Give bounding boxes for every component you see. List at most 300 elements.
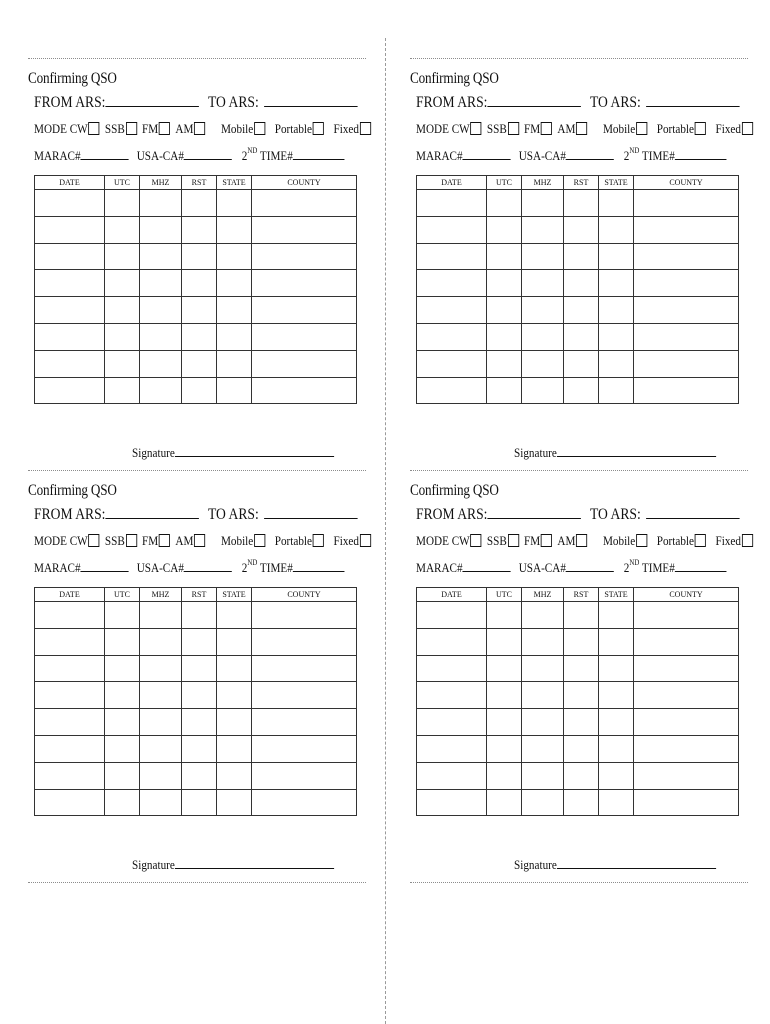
marac-line[interactable] (463, 148, 511, 160)
mode-option: SSB (105, 533, 142, 548)
table-cell[interactable] (634, 735, 739, 762)
table-cell[interactable] (417, 297, 487, 324)
table-cell[interactable] (599, 602, 634, 629)
table-cell[interactable] (564, 216, 599, 243)
table-row (417, 270, 739, 297)
table-cell[interactable] (182, 602, 217, 629)
table-cell[interactable] (522, 216, 564, 243)
table-cell[interactable] (522, 243, 564, 270)
table-cell[interactable] (522, 628, 564, 655)
table-cell[interactable] (182, 377, 217, 404)
ids-row (34, 558, 344, 576)
table-cell[interactable] (599, 350, 634, 377)
table-cell[interactable] (522, 709, 564, 736)
table-cell[interactable] (252, 655, 357, 682)
table-cell[interactable] (105, 297, 140, 324)
table-cell[interactable] (417, 682, 487, 709)
table-cell[interactable] (105, 350, 140, 377)
table-cell[interactable] (217, 190, 252, 217)
table-cell[interactable] (522, 682, 564, 709)
table-cell[interactable] (487, 216, 522, 243)
table-cell[interactable] (35, 602, 105, 629)
table-cell[interactable] (140, 377, 182, 404)
table-row (417, 709, 739, 736)
table-cell[interactable] (564, 377, 599, 404)
am-checkbox[interactable] (194, 534, 205, 547)
mobile-checkbox[interactable] (254, 122, 265, 135)
to-ars-field[interactable] (590, 92, 739, 112)
table-cell[interactable] (105, 602, 140, 629)
time-line[interactable] (675, 560, 727, 572)
table-cell[interactable] (634, 789, 739, 816)
table-row (35, 655, 357, 682)
table-cell[interactable] (35, 350, 105, 377)
mode-option: CW (70, 121, 105, 136)
to-ars-field[interactable] (208, 92, 357, 112)
table-cell[interactable] (634, 297, 739, 324)
table-row (35, 190, 357, 217)
table-cell[interactable] (217, 243, 252, 270)
table-cell[interactable] (634, 762, 739, 789)
from-ars-field[interactable] (416, 92, 581, 112)
signature-field[interactable] (514, 444, 716, 461)
table-cell[interactable] (252, 628, 357, 655)
table-cell[interactable] (140, 789, 182, 816)
ssb-checkbox[interactable] (508, 122, 519, 135)
column-header: UTC (105, 588, 140, 602)
table-cell[interactable] (417, 762, 487, 789)
table-cell[interactable] (417, 789, 487, 816)
table-cell[interactable] (487, 655, 522, 682)
table-cell[interactable] (252, 216, 357, 243)
table-cell[interactable] (487, 377, 522, 404)
table-cell[interactable] (105, 789, 140, 816)
table-cell[interactable] (182, 216, 217, 243)
table-cell[interactable] (599, 709, 634, 736)
portable-checkbox[interactable] (695, 122, 706, 135)
table-cell[interactable] (634, 655, 739, 682)
table-cell[interactable] (417, 377, 487, 404)
fixed-checkbox[interactable] (360, 122, 371, 135)
fixed-checkbox[interactable] (742, 534, 753, 547)
table-row (417, 323, 739, 350)
time-label: TIME# (641, 560, 675, 575)
table-row (417, 735, 739, 762)
cw-checkbox[interactable] (471, 122, 482, 135)
signature-field[interactable] (132, 856, 334, 873)
table-cell[interactable] (140, 655, 182, 682)
table-cell[interactable] (182, 350, 217, 377)
table-cell[interactable] (417, 655, 487, 682)
table-cell[interactable] (487, 323, 522, 350)
table-cell[interactable] (599, 270, 634, 297)
table-row (35, 735, 357, 762)
mode-row (416, 121, 758, 137)
table-cell[interactable] (35, 323, 105, 350)
time-line[interactable] (675, 148, 727, 160)
table-cell[interactable] (217, 789, 252, 816)
table-cell[interactable] (487, 735, 522, 762)
table-cell[interactable] (182, 323, 217, 350)
table-cell[interactable] (35, 270, 105, 297)
table-row (417, 762, 739, 789)
qso-card (410, 62, 755, 472)
usaca-label: USA-CA# (136, 560, 184, 575)
from-ars-line[interactable] (487, 504, 580, 519)
table-cell[interactable] (252, 602, 357, 629)
marac-label: MARAC# (34, 560, 81, 575)
table-cell[interactable] (217, 323, 252, 350)
mobile-checkbox[interactable] (254, 534, 265, 547)
table-cell[interactable] (105, 190, 140, 217)
table-cell[interactable] (599, 655, 634, 682)
table-cell[interactable] (634, 602, 739, 629)
signature-line[interactable] (175, 856, 334, 869)
table-header-row (417, 176, 739, 190)
table-cell[interactable] (599, 323, 634, 350)
table-cell[interactable] (217, 602, 252, 629)
table-cell[interactable] (564, 602, 599, 629)
table-cell[interactable] (634, 216, 739, 243)
table-cell[interactable] (35, 682, 105, 709)
table-cell[interactable] (487, 789, 522, 816)
table-cell[interactable] (417, 735, 487, 762)
table-cell[interactable] (599, 190, 634, 217)
table-cell[interactable] (105, 323, 140, 350)
ssb-checkbox[interactable] (508, 534, 519, 547)
table-cell[interactable] (140, 350, 182, 377)
table-cell[interactable] (564, 350, 599, 377)
to-ars-line[interactable] (264, 504, 358, 519)
table-cell[interactable] (599, 789, 634, 816)
to-ars-field[interactable] (590, 504, 739, 524)
mobile-checkbox[interactable] (636, 122, 647, 135)
ids-row (416, 146, 726, 164)
usaca-label: USA-CA# (518, 148, 566, 163)
table-cell[interactable] (417, 350, 487, 377)
table-cell[interactable] (522, 655, 564, 682)
ssb-checkbox[interactable] (126, 534, 137, 547)
table-cell[interactable] (252, 735, 357, 762)
table-cell[interactable] (417, 270, 487, 297)
from-ars-line[interactable] (105, 92, 199, 107)
table-cell[interactable] (417, 602, 487, 629)
table-cell[interactable] (522, 735, 564, 762)
table-cell[interactable] (217, 377, 252, 404)
second-label: 2 (623, 148, 630, 163)
to-ars-line[interactable] (646, 504, 740, 519)
fixed-checkbox[interactable] (360, 534, 371, 547)
table-cell[interactable] (182, 628, 217, 655)
table-row (35, 682, 357, 709)
cw-checkbox[interactable] (89, 534, 100, 547)
fixed-checkbox[interactable] (742, 122, 753, 135)
table-cell[interactable] (252, 270, 357, 297)
from-ars-field[interactable] (34, 504, 199, 524)
from-ars-field[interactable] (416, 504, 581, 524)
table-cell[interactable] (182, 682, 217, 709)
table-cell[interactable] (564, 709, 599, 736)
table-cell[interactable] (217, 709, 252, 736)
table-cell[interactable] (634, 628, 739, 655)
table-cell[interactable] (487, 709, 522, 736)
usaca-line[interactable] (184, 560, 232, 572)
table-cell[interactable] (182, 190, 217, 217)
table-cell[interactable] (140, 323, 182, 350)
portable-checkbox[interactable] (695, 534, 706, 547)
table-cell[interactable] (35, 709, 105, 736)
signature-field[interactable] (132, 444, 334, 461)
table-cell[interactable] (140, 628, 182, 655)
table-cell[interactable] (35, 190, 105, 217)
table-cell[interactable] (140, 709, 182, 736)
table-cell[interactable] (105, 628, 140, 655)
table-cell[interactable] (564, 655, 599, 682)
table-cell[interactable] (634, 350, 739, 377)
table-cell[interactable] (140, 602, 182, 629)
table-cell[interactable] (417, 243, 487, 270)
table-cell[interactable] (217, 762, 252, 789)
table-cell[interactable] (522, 270, 564, 297)
table-cell[interactable] (634, 270, 739, 297)
table-cell[interactable] (564, 297, 599, 324)
cw-checkbox[interactable] (471, 534, 482, 547)
to-ars-label: TO ARS: (590, 94, 641, 111)
table-cell[interactable] (252, 297, 357, 324)
table-cell[interactable] (599, 628, 634, 655)
table-cell[interactable] (252, 709, 357, 736)
table-cell[interactable] (564, 762, 599, 789)
table-cell[interactable] (417, 323, 487, 350)
table-cell[interactable] (140, 270, 182, 297)
table-cell[interactable] (487, 628, 522, 655)
am-checkbox[interactable] (576, 534, 587, 547)
usaca-line[interactable] (184, 148, 232, 160)
table-cell[interactable] (140, 243, 182, 270)
fm-checkbox[interactable] (541, 122, 552, 135)
table-cell[interactable] (522, 602, 564, 629)
mode-label: MODE (416, 121, 449, 136)
table-cell[interactable] (564, 323, 599, 350)
table-cell[interactable] (417, 709, 487, 736)
table-cell[interactable] (140, 735, 182, 762)
table-cell[interactable] (634, 243, 739, 270)
table-cell[interactable] (140, 216, 182, 243)
table-cell[interactable] (564, 735, 599, 762)
table-cell[interactable] (217, 297, 252, 324)
table-cell[interactable] (105, 655, 140, 682)
table-cell[interactable] (564, 190, 599, 217)
am-checkbox[interactable] (194, 122, 205, 135)
signature-label: Signature (132, 857, 175, 872)
table-cell[interactable] (35, 243, 105, 270)
table-cell[interactable] (487, 350, 522, 377)
signature-line[interactable] (557, 856, 716, 869)
table-cell[interactable] (105, 243, 140, 270)
table-cell[interactable] (417, 628, 487, 655)
mode-row (34, 121, 376, 137)
table-cell[interactable] (252, 323, 357, 350)
time-line[interactable] (293, 560, 345, 572)
table-cell[interactable] (182, 270, 217, 297)
table-cell[interactable] (35, 628, 105, 655)
column-header: DATE (35, 588, 105, 602)
table-cell[interactable] (487, 297, 522, 324)
table-cell[interactable] (564, 270, 599, 297)
table-cell[interactable] (217, 350, 252, 377)
table-cell[interactable] (35, 789, 105, 816)
marac-line[interactable] (463, 560, 511, 572)
table-cell[interactable] (522, 350, 564, 377)
time-line[interactable] (293, 148, 345, 160)
table-cell[interactable] (487, 243, 522, 270)
table-cell[interactable] (105, 735, 140, 762)
table-cell[interactable] (252, 789, 357, 816)
usaca-line[interactable] (566, 148, 614, 160)
table-cell[interactable] (252, 190, 357, 217)
to-ars-line[interactable] (264, 92, 358, 107)
table-cell[interactable] (105, 377, 140, 404)
fm-checkbox[interactable] (159, 534, 170, 547)
portable-checkbox[interactable] (313, 534, 324, 547)
table-cell[interactable] (35, 216, 105, 243)
table-cell[interactable] (599, 377, 634, 404)
column-header: COUNTY (252, 588, 357, 602)
ssb-checkbox[interactable] (126, 122, 137, 135)
marac-line[interactable] (81, 148, 129, 160)
qso-log-table (34, 587, 357, 816)
table-cell[interactable] (599, 297, 634, 324)
cw-checkbox[interactable] (89, 122, 100, 135)
am-checkbox[interactable] (576, 122, 587, 135)
mode-label: MODE (34, 121, 67, 136)
table-cell[interactable] (217, 628, 252, 655)
table-cell[interactable] (217, 735, 252, 762)
table-cell[interactable] (599, 762, 634, 789)
table-cell[interactable] (522, 377, 564, 404)
table-cell[interactable] (417, 216, 487, 243)
table-cell[interactable] (634, 709, 739, 736)
from-ars-line[interactable] (105, 504, 199, 519)
table-cell[interactable] (487, 602, 522, 629)
table-row (417, 297, 739, 324)
table-cell[interactable] (217, 682, 252, 709)
table-cell[interactable] (35, 297, 105, 324)
table-cell[interactable] (564, 628, 599, 655)
table-cell[interactable] (35, 655, 105, 682)
table-cell[interactable] (252, 243, 357, 270)
table-cell[interactable] (140, 190, 182, 217)
card-title: Confirming QSO (28, 482, 117, 499)
table-row (417, 190, 739, 217)
table-cell[interactable] (217, 655, 252, 682)
table-cell[interactable] (487, 190, 522, 217)
table-cell[interactable] (487, 682, 522, 709)
table-cell[interactable] (35, 377, 105, 404)
table-cell[interactable] (140, 762, 182, 789)
table-cell[interactable] (105, 762, 140, 789)
table-cell[interactable] (564, 243, 599, 270)
table-cell[interactable] (182, 789, 217, 816)
table-cell[interactable] (487, 270, 522, 297)
portable-checkbox[interactable] (313, 122, 324, 135)
table-cell[interactable] (522, 190, 564, 217)
table-cell[interactable] (252, 682, 357, 709)
table-cell[interactable] (105, 270, 140, 297)
table-cell[interactable] (522, 323, 564, 350)
mobile-checkbox[interactable] (636, 534, 647, 547)
marac-line[interactable] (81, 560, 129, 572)
table-cell[interactable] (599, 243, 634, 270)
table-cell[interactable] (182, 243, 217, 270)
table-cell[interactable] (522, 297, 564, 324)
table-cell[interactable] (599, 735, 634, 762)
column-header: DATE (417, 588, 487, 602)
table-cell[interactable] (182, 655, 217, 682)
to-ars-field[interactable] (208, 504, 357, 524)
table-cell[interactable] (634, 682, 739, 709)
table-cell[interactable] (252, 350, 357, 377)
table-cell[interactable] (564, 789, 599, 816)
table-cell[interactable] (105, 709, 140, 736)
table-cell[interactable] (252, 762, 357, 789)
table-cell[interactable] (634, 323, 739, 350)
table-cell[interactable] (522, 762, 564, 789)
table-cell[interactable] (182, 709, 217, 736)
usaca-line[interactable] (566, 560, 614, 572)
column-header: RST (182, 176, 217, 190)
table-row (417, 789, 739, 816)
column-header: MHZ (522, 176, 564, 190)
column-header: UTC (487, 588, 522, 602)
table-cell[interactable] (105, 216, 140, 243)
table-cell[interactable] (252, 377, 357, 404)
table-cell[interactable] (140, 297, 182, 324)
signature-field[interactable] (514, 856, 716, 873)
table-row (417, 377, 739, 404)
table-cell[interactable] (182, 735, 217, 762)
table-cell[interactable] (599, 682, 634, 709)
table-cell[interactable] (35, 762, 105, 789)
table-cell[interactable] (634, 377, 739, 404)
fm-checkbox[interactable] (159, 122, 170, 135)
table-cell[interactable] (105, 682, 140, 709)
table-cell[interactable] (35, 735, 105, 762)
table-cell[interactable] (634, 190, 739, 217)
table-cell[interactable] (217, 216, 252, 243)
signature-line[interactable] (175, 444, 334, 457)
table-cell[interactable] (217, 270, 252, 297)
from-ars-line[interactable] (487, 92, 580, 107)
table-cell[interactable] (140, 682, 182, 709)
from-ars-label: FROM ARS: (34, 94, 106, 111)
fm-checkbox[interactable] (541, 534, 552, 547)
table-cell[interactable] (487, 762, 522, 789)
table-cell[interactable] (182, 762, 217, 789)
table-cell[interactable] (522, 789, 564, 816)
table-cell[interactable] (417, 190, 487, 217)
mode-option: FM (524, 121, 557, 136)
signature-line[interactable] (557, 444, 716, 457)
table-cell[interactable] (182, 297, 217, 324)
table-cell[interactable] (599, 216, 634, 243)
to-ars-line[interactable] (646, 92, 740, 107)
table-header-row (35, 176, 357, 190)
table-cell[interactable] (564, 682, 599, 709)
from-ars-field[interactable] (34, 92, 199, 112)
mode-row (34, 533, 376, 549)
table-row (35, 216, 357, 243)
